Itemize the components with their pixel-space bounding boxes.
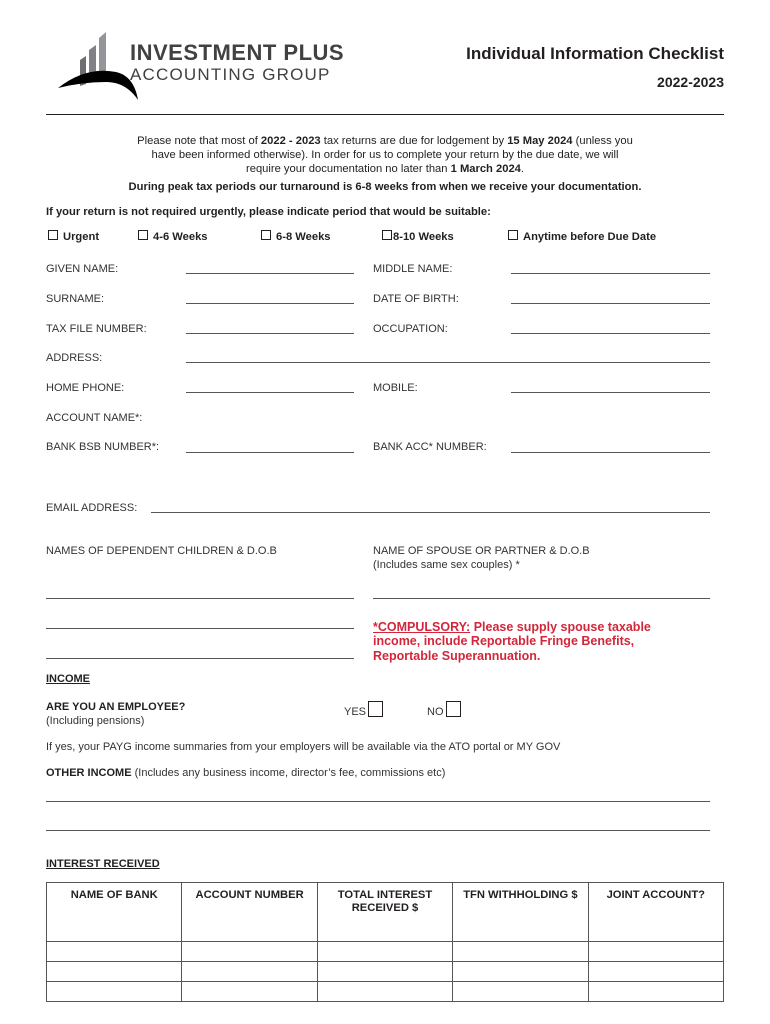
other-income-label: OTHER INCOME (Includes any business income, director’s fee, commissions etc) (46, 767, 446, 779)
no-checkbox[interactable] (446, 701, 461, 717)
interest-heading: INTEREST RECEIVED (46, 858, 160, 870)
logo-text-line1: INVESTMENT PLUS (130, 40, 345, 65)
option-6-8-weeks[interactable]: 6-8 Weeks (261, 230, 331, 243)
acc-number-label: BANK ACC* NUMBER: (373, 441, 487, 453)
spouse-note: (Includes same sex couples) * (373, 559, 520, 571)
document-year: 2022-2023 (657, 74, 724, 90)
notice-line-4: During peak tax periods our turnaround is 6-8 weeks from when we receive your documentation. (128, 181, 642, 193)
given-name-field[interactable] (186, 273, 354, 274)
table-cell[interactable] (47, 982, 182, 1002)
column-header: NAME OF BANK (47, 883, 182, 942)
table-cell[interactable] (453, 982, 588, 1002)
checkbox[interactable] (261, 230, 271, 240)
table-cell[interactable] (47, 962, 182, 982)
compulsory-note-line-1: *COMPULSORY: Please supply spouse taxable (373, 620, 651, 634)
document-title: Individual Information Checklist (466, 44, 724, 63)
address-field[interactable] (186, 362, 710, 363)
table-cell[interactable] (182, 962, 317, 982)
children-line-3[interactable] (46, 658, 354, 659)
address-label: ADDRESS: (46, 352, 103, 364)
checkbox[interactable] (138, 230, 148, 240)
home-phone-field[interactable] (186, 392, 354, 393)
children-line-2[interactable] (46, 628, 354, 629)
other-income-line-2[interactable] (46, 830, 710, 831)
no-option[interactable]: NO (427, 701, 461, 718)
middle-name-field[interactable] (511, 273, 710, 274)
option-anytime[interactable]: Anytime before Due Date (508, 230, 656, 243)
interest-table (46, 882, 724, 1002)
tfn-field[interactable] (186, 333, 354, 334)
other-income-line-1[interactable] (46, 801, 710, 802)
middle-name-label: MIDDLE NAME: (373, 263, 453, 275)
table-row (47, 982, 724, 1002)
table-row (47, 942, 724, 962)
header-divider (46, 114, 724, 115)
table-cell[interactable] (453, 942, 588, 962)
mobile-label: MOBILE: (373, 382, 418, 394)
table-cell[interactable] (182, 942, 317, 962)
checkbox[interactable] (382, 230, 392, 240)
company-logo (56, 26, 140, 104)
bsb-label: BANK BSB NUMBER*: (46, 441, 160, 453)
compulsory-note-line-3: Reportable Superannuation. (373, 649, 541, 663)
spouse-label: NAME OF SPOUSE OR PARTNER & D.O.B (373, 545, 590, 557)
acc-number-field[interactable] (511, 452, 710, 453)
table-cell[interactable] (47, 942, 182, 962)
option-4-6-weeks[interactable]: 4-6 Weeks (138, 230, 208, 243)
children-line-1[interactable] (46, 598, 354, 599)
home-phone-label: HOME PHONE: (46, 382, 125, 394)
employee-note: (Including pensions) (46, 715, 145, 727)
option-urgent[interactable]: Urgent (48, 230, 99, 243)
tfn-label: TAX FILE NUMBER: (46, 323, 147, 335)
table-header-row (47, 883, 724, 942)
period-question: If your return is not required urgently, please indicate period that would be suitable: (46, 206, 491, 218)
column-header: TFN WITHHOLDING $ (453, 883, 588, 942)
column-header: ACCOUNT NUMBER (182, 883, 317, 942)
given-name-label: GIVEN NAME: (46, 263, 119, 275)
table-cell[interactable] (588, 942, 723, 962)
table-cell[interactable] (453, 962, 588, 982)
table-cell[interactable] (588, 962, 723, 982)
dob-label: DATE OF BIRTH: (373, 293, 459, 305)
table-cell[interactable] (317, 982, 452, 1002)
table-cell[interactable] (317, 942, 452, 962)
payg-note: If yes, your PAYG income summaries from your employers will be available via the ATO portal or MY GOV (46, 741, 561, 753)
notice-line-2: have been informed otherwise). In order for us to complete your return by the due date, we will (151, 149, 619, 161)
logo-text-line2: ACCOUNTING GROUP (130, 65, 331, 84)
children-label: NAMES OF DEPENDENT CHILDREN & D.O.B (46, 545, 277, 557)
compulsory-note-line-2: income, include Reportable Fringe Benefits, (373, 634, 635, 648)
table-cell[interactable] (317, 962, 452, 982)
email-label: EMAIL ADDRESS: (46, 502, 138, 514)
table-cell[interactable] (182, 982, 317, 1002)
yes-option[interactable]: YES (344, 701, 383, 718)
checkbox[interactable] (48, 230, 58, 240)
surname-label: SURNAME: (46, 293, 105, 305)
mobile-field[interactable] (511, 392, 710, 393)
employee-question: ARE YOU AN EMPLOYEE? (46, 701, 186, 713)
column-header: JOINT ACCOUNT? (588, 883, 723, 942)
yes-checkbox[interactable] (368, 701, 383, 717)
spouse-line[interactable] (373, 598, 710, 599)
dob-field[interactable] (511, 303, 710, 304)
occupation-field[interactable] (511, 333, 710, 334)
account-name-label: ACCOUNT NAME*: (46, 412, 143, 424)
email-field[interactable] (151, 512, 710, 513)
notice-line-1: Please note that most of 2022 - 2023 tax returns are due for lodgement by 15 May 2024 (unless you (137, 135, 633, 147)
notice-line-3: require your documentation no later than 1 March 2024. (246, 163, 524, 175)
table-row (47, 962, 724, 982)
option-8-10-weeks[interactable]: 8-10 Weeks (382, 230, 454, 243)
occupation-label: OCCUPATION: (373, 323, 448, 335)
bsb-field[interactable] (186, 452, 354, 453)
checkbox[interactable] (508, 230, 518, 240)
surname-field[interactable] (186, 303, 354, 304)
table-cell[interactable] (588, 982, 723, 1002)
income-heading: INCOME (46, 673, 90, 685)
column-header: TOTAL INTEREST RECEIVED $ (317, 883, 452, 942)
